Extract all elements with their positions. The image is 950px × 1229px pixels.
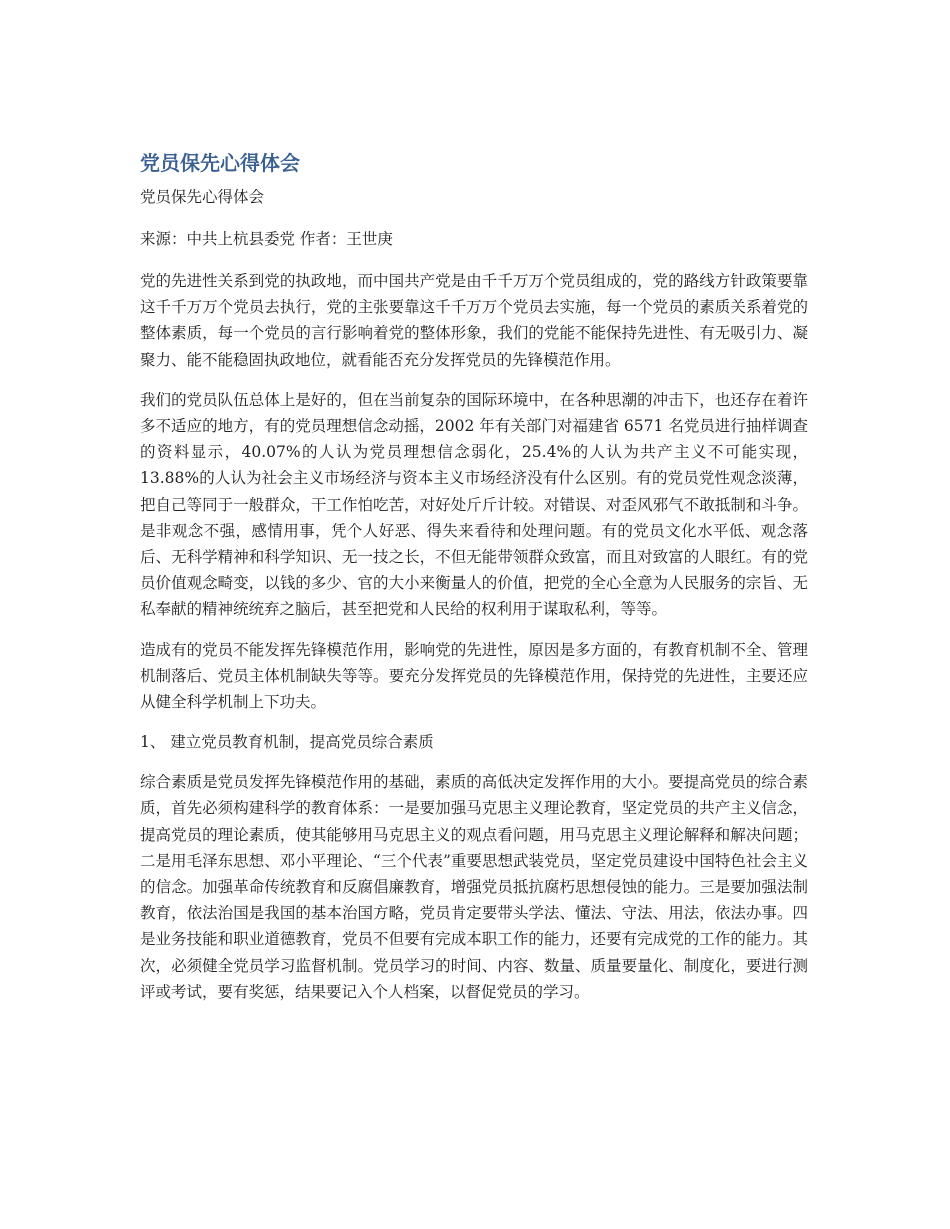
document-subtitle: 党员保先心得体会: [140, 188, 265, 206]
paragraph-3: 造成有的党员不能发挥先锋模范作用，影响党的先进性，原因是多方面的，有教育机制不全、管理机制落后、党员主体机制缺失等等。要充分发挥党员的先锋模范作用，保持党的先进性，主要还应从健全科学机制上下功夫。: [140, 640, 808, 712]
paragraph-2: 我们的党员队伍总体上是好的，但在当前复杂的国际环境中，在各种思潮的冲击下，也还存在着许多不适应的地方，有的党员理想信念动摇，2002 年有关部门对福建省 6571 名党员进行抽样调查的资料显示，40.07%的人认为党员理想信念弱化，25.4%的人认为共产主义不可能实现，13.88%的人认为社会主义市场经济与资本主义市场经济没有什么区别。有的党员党性观念淡薄，把自己等同于一般群众，干工作怕吃苦，对好处斤斤计较。对错误、对歪风邪气不敢抵制和斗争。是非观念不强，感情用事，凭个人好恶、得失来看待和处理问题。有的党员文化水平低、观念落后、无科学精神和科学知识、无一技之长，不但无能带领群众致富，而且对致富的人眼红。有的党员价值观念畸变，以钱的多少、官的大小来衡量人的价值，把党的全心全意为人民服务的宗旨、无私奉献的精神统统弃之脑后，甚至把党和人民给的权利用于谋取私利，等等。: [140, 390, 808, 619]
document-page: [140, 148, 808, 1019]
section-heading: 1、 建立党员教育机制，提高党员综合素质: [140, 733, 434, 752]
section-paragraph: 综合素质是党员发挥先锋模范作用的基础，素质的高低决定发挥作用的大小。要提高党员的综合素质，首先必须构建科学的教育体系：一是要加强马克思主义理论教育，坚定党员的共产主义信念，提高党员的理论素质，使其能够用马克思主义的观点看问题，用马克思主义理论解释和解决问题；二是用毛泽东思想、邓小平理论、“三个代表”重要思想武装党员，坚定党员建设中国特色社会主义的信念。加强革命传统教育和反腐倡廉教育，增强党员抵抗腐朽思想侵蚀的能力。三是要加强法制教育，依法治国是我国的基本治国方略，党员肯定要带头学法、懂法、守法、用法，依法办事。四是业务技能和职业道德教育，党员不但要有完成本职工作的能力，还要有完成党的工作的能力。其次，必须健全党员学习监督机制。党员学习的时间、内容、数量、质量要量化、制度化，要进行测评或考试，要有奖惩，结果要记入个人档案，以督促党员的学习。: [140, 773, 808, 1001]
paragraph-1: 党的先进性关系到党的执政地，而中国共产党是由千千万万个党员组成的，党的路线方针政策要靠这千千万万个党员去执行，党的主张要靠这千千万万个党员去实施，每一个党员的素质关系着党的整体素质，每一个党员的言行影响着党的整体形象，我们的党能不能保持先进性、有无吸引力、凝聚力、能不能稳固执政地位，就看能否充分发挥党员的先锋模范作用。: [140, 272, 808, 369]
source-line: 来源：中共上杭县委党 作者：王世庚: [140, 230, 393, 248]
document-title: 党员保先心得体会: [140, 151, 300, 175]
